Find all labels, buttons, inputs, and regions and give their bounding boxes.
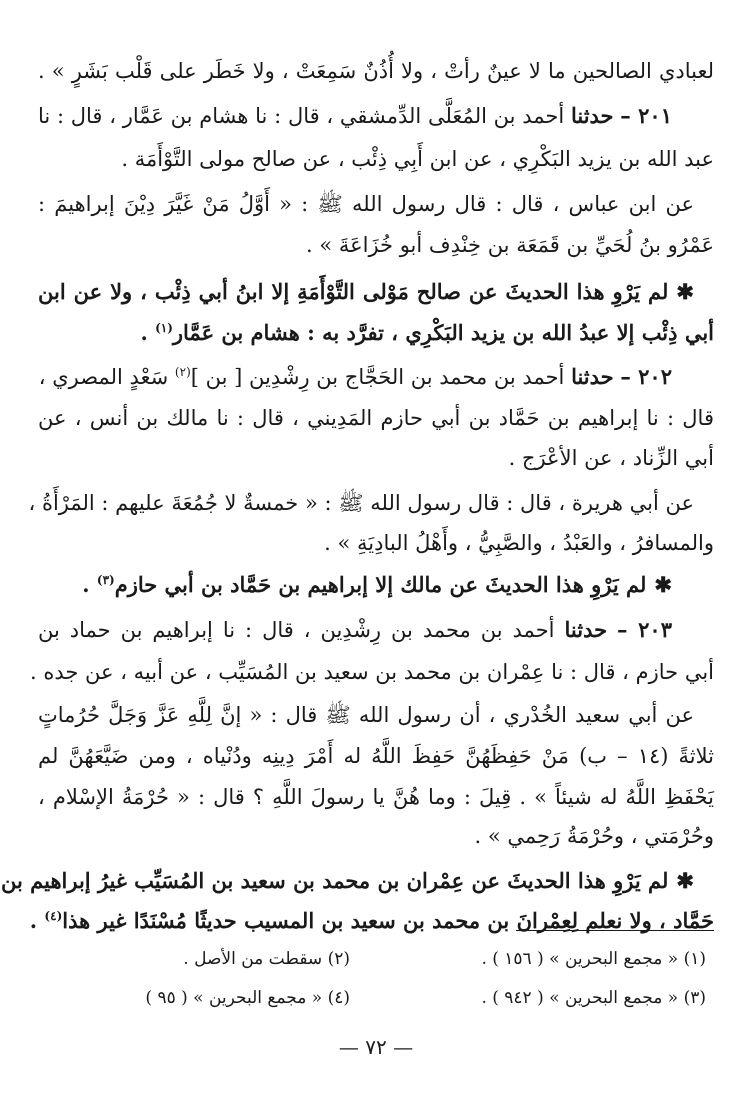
hadith-201-heading-line: ٢٠١ – حدثنا أحمد بن المُعَلَّى الدِّمشقي ، قال : نا هشام بن عَمَّار ، قال : نا: [38, 103, 672, 128]
hadith-203-heading-line: ٢٠٣ – حدثنا أحمد بن محمد بن رِشْدِين ، قال : نا إبراهيم بن حماد بن: [38, 617, 672, 642]
hadith-number: ٢٠١ –: [620, 103, 672, 128]
asterisk-icon: ✱: [654, 572, 672, 597]
text-line: وحُرْمَتي ، وحُرْمَةُ رَحِمي » .: [474, 824, 714, 848]
text-line: عَمْرُو بنُ لُحَيِّ بن قَمَعَة بن خِنْدِف أبو خُزَاعَةَ » .: [305, 233, 714, 257]
footnote-ref: (١): [155, 321, 173, 335]
commentary-line: ✱لم يَرْوِ هذا الحديثَ عن مالك إلا إبراهيم بن حَمَّاد بن أبي حازم$^{(٣)}$ .: [82, 572, 672, 597]
asterisk-icon: ✱: [676, 868, 694, 893]
commentary-line: أبي ذِئْب إلا عبدُ الله بن يزيد البَكْرِي ، تفرَّد به : هشام بن عَمَّار$^{(١)}$ .: [140, 320, 714, 345]
text-line: لعبادي الصالحين ما لا عينٌ رأتْ ، ولا أُذُنٌ سَمِعَتْ ، ولا خَطَر على قَلْب بَشَرٍ » .: [38, 59, 714, 83]
text-line: يَحْفَظِ اللَّهُ له شيئاً » . قِيلَ : وما هُنَّ يا رسولَ اللَّهِ ؟ قال : « حُرْمَةُ الإسْلام ،: [38, 785, 714, 809]
hadith-number: ٢٠٣ –: [617, 617, 672, 642]
footnote-4: (٤) « مجمع البحرين » ( ٩٥ ): [145, 988, 350, 1008]
footnote-ref: (٤): [44, 909, 63, 923]
footnote-ref: (٢): [174, 365, 191, 379]
text-line: أبي الزِّناد ، عن الأعْرَج .: [508, 446, 714, 470]
footnote-divider: [516, 930, 714, 931]
page-number: — ٧٢ —: [338, 1035, 414, 1059]
text-line: والمسافرُ ، والعَبْدُ ، والصَّبِيُّ ، وأَهْلُ البادِيَةِ » .: [324, 531, 714, 555]
text-line: عن ابن عباس ، قال : قال رسول الله ﷺ : « أَوَّلُ مَنْ غَيَّرَ دِيْنَ إبراهيمَ :: [38, 192, 694, 216]
text-line: عن أبي هريرة ، قال : قال رسول الله ﷺ : « خمسةٌ لا جُمُعَةَ عليهم : المَرْأَةُ ،: [28, 491, 694, 515]
text-line: ثلاثةً (١٤ – ب) مَنْ حَفِظَهُنَّ حَفِظَ اللَّهُ له أَمْرَ دِينِه ودُنْياه ، ومن ضَيَّعَهُنَّ لم: [38, 744, 714, 768]
commentary-line: حَمَّاد ، ولا نعلم لِعِمْرانَ بن محمد بن سعيد بن المسيب حديثًا مُسْنَدًا غير هذا$^{(٤)}$ .: [29, 908, 714, 933]
text-line: أبي حازم ، قال : نا عِمْران بن محمد بن سعيد بن المُسَيِّب ، عن أبيه ، عن جده .: [30, 660, 714, 684]
text-line: عبد الله بن يزيد البَكْرِي ، عن ابن أَبِي ذِئْب ، عن صالح مولى التَّوْأَمَة .: [121, 147, 714, 171]
commentary-line: ✱لم يَرْوِ هذا الحديثَ عن عِمْران بن محمد بن سعيد بن المُسَيِّب غيرُ إبراهيم بن: [1, 868, 694, 893]
footnote-3: (٣) « مجمع البحرين » ( ٩٤٢ ) .: [481, 988, 706, 1008]
hadith-number: ٢٠٢ –: [620, 364, 672, 389]
hadith-202-heading-line: ٢٠٢ – حدثنا أحمد بن محمد بن الحَجَّاج بن رِشْدِين [ بن ]$^{(٢)}$ سَعْدٍ المصري ،: [38, 364, 672, 389]
text-line: عن أبي سعيد الخُدْري ، أن رسول الله ﷺ قال : « إنَّ لِلَّهِ عَزَّ وَجَلَّ حُرُماتٍ: [38, 703, 694, 727]
footnote-1: (١) « مجمع البحرين » ( ١٥٦ ) .: [481, 949, 706, 969]
text-line: قال : نا إبراهيم بن حَمَّاد بن أبي حازم المَدِيني ، قال : نا مالك بن أنس ، عن: [38, 406, 714, 430]
footnote-2: (٢) سقطت من الأصل .: [183, 949, 350, 969]
commentary-line: ✱لم يَرْوِ هذا الحديثَ عن صالح مَوْلى التَّوْأَمَةِ إلا ابنُ أبي ذِئْب ، ولا عن ابن: [38, 279, 694, 304]
footnote-ref: (٣): [96, 573, 115, 587]
asterisk-icon: ✱: [676, 279, 694, 304]
